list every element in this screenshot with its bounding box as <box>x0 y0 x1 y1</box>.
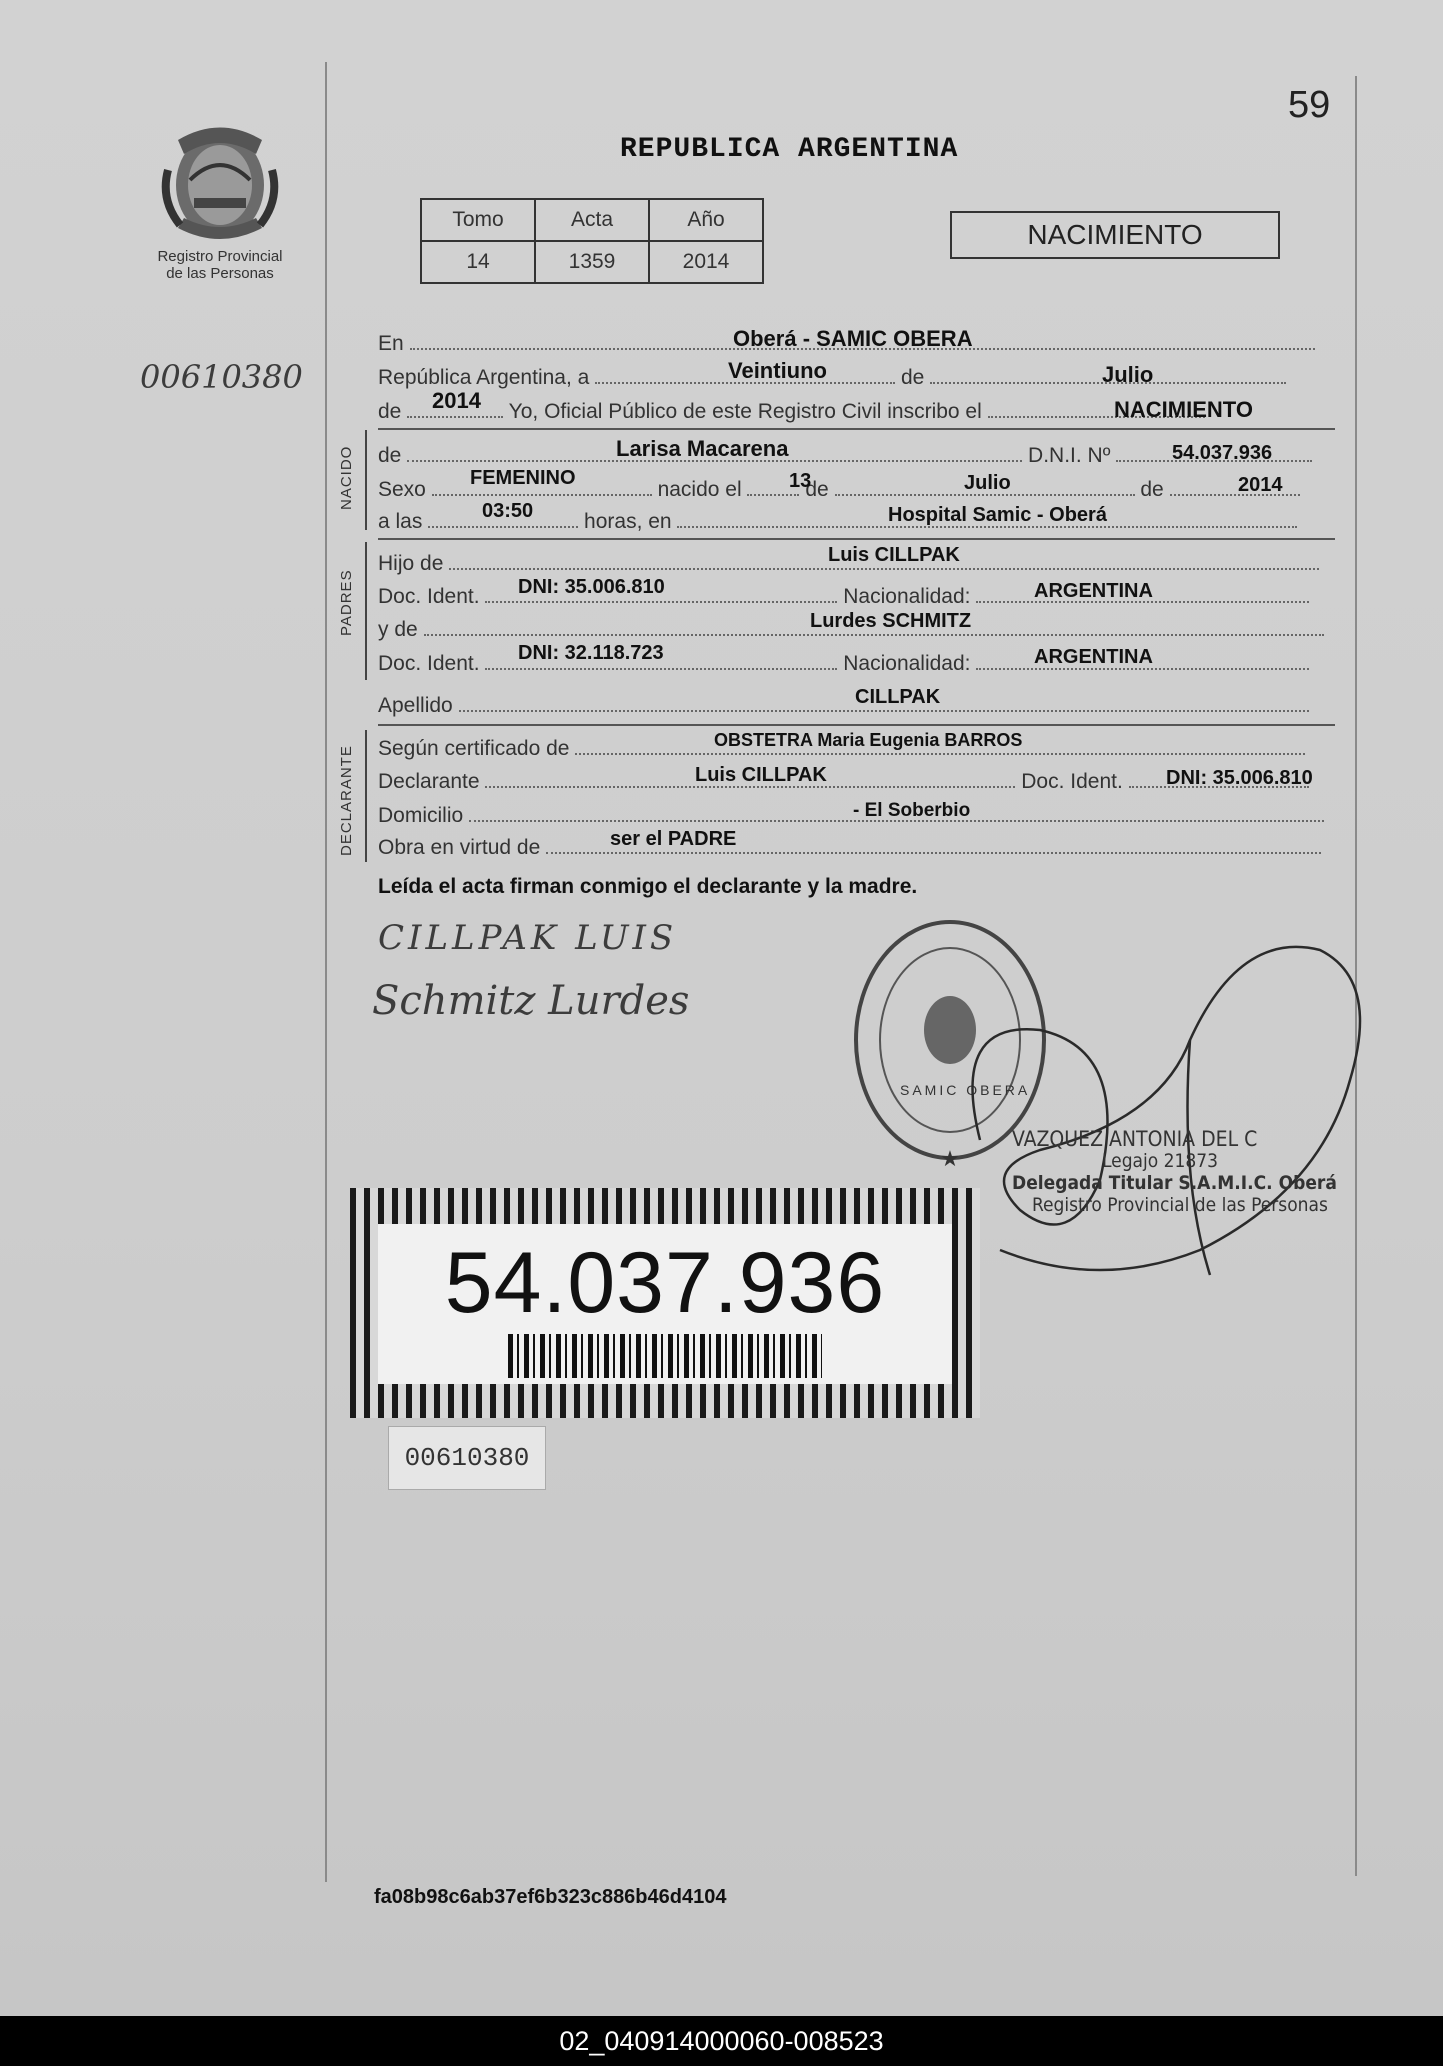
document-hash: fa08b98c6ab37ef6b323c886b46d4104 <box>374 1886 727 1908</box>
label-oficial: Yo, Oficial Público de este Registro Civil inscribo el <box>508 400 982 423</box>
register-header-acta: Acta <box>535 199 649 241</box>
side-label-nacido: NACIDO <box>338 445 355 510</box>
label-doc-ident: Doc. Ident. <box>378 585 480 608</box>
row-apellido <box>378 692 1309 718</box>
label-de2: de <box>805 478 829 501</box>
closing-statement: Leída el acta firman conmigo el declarante y la madre. <box>378 875 918 898</box>
side-label-padres: PADRES <box>338 569 355 636</box>
value-anio: 2014 <box>432 388 481 413</box>
barcode-bars <box>508 1334 822 1378</box>
left-margin-line <box>325 62 327 1882</box>
label-sexo: Sexo <box>378 478 426 501</box>
label-republica: República Argentina, a <box>378 366 590 389</box>
register-value-anio: 2014 <box>649 241 763 283</box>
label-doc-ident3: Doc. Ident. <box>1021 770 1123 793</box>
label-domicilio: Domicilio <box>378 804 464 827</box>
value-mes-nac: Julio <box>964 472 1011 494</box>
section-divider <box>378 428 1335 430</box>
value-madre: Lurdes SCHMITZ <box>810 610 972 632</box>
value-certificado: OBSTETRA Maria Eugenia BARROS <box>714 730 1023 750</box>
label-y-de: y de <box>378 618 418 641</box>
value-dia-nac: 13 <box>789 470 812 492</box>
provincial-seal-logo <box>160 110 280 250</box>
stamp-block <box>1012 1128 1337 1216</box>
control-number-label: 00610380 <box>388 1426 546 1490</box>
stamp-name: VAZQUEZ ANTONIA DEL C <box>1012 1127 1258 1151</box>
label-hijo-de: Hijo de <box>378 552 444 575</box>
footer-filename: 02_040914000060-008523 <box>0 2016 1443 2066</box>
logo-caption-line1: Registro Provincial <box>157 248 283 265</box>
value-padre-nac: ARGENTINA <box>1034 580 1153 602</box>
side-label-declarante: DECLARANTE <box>338 745 355 856</box>
value-lugar-nac: Hospital Samic - Oberá <box>888 504 1107 526</box>
label-nacionalidad: Nacionalidad: <box>843 585 971 608</box>
row-obra <box>378 834 1321 860</box>
value-domicilio: - El Soberbio <box>853 800 971 821</box>
value-anio-nac: 2014 <box>1238 474 1283 496</box>
stamp-inner-text: SAMIC OBERA <box>900 1082 1031 1098</box>
stamp-legajo: Legajo 21873 <box>1102 1150 1219 1172</box>
stamp-registry: Registro Provincial de las Personas <box>1032 1194 1328 1216</box>
declarante-bracket <box>365 730 367 862</box>
stamp-ring-text <box>870 900 871 901</box>
label-en: En <box>378 332 404 355</box>
register-table <box>420 198 764 284</box>
label-de3: de <box>1140 478 1164 501</box>
logo-caption <box>130 248 310 282</box>
label-obra: Obra en virtud de <box>378 836 541 859</box>
row-domicilio <box>378 802 1324 828</box>
label-de: de <box>901 366 925 389</box>
document-title: REPUBLICA ARGENTINA <box>620 134 959 165</box>
section-divider <box>378 724 1335 726</box>
value-padre: Luis CILLPAK <box>828 544 960 566</box>
signature-declarante: CILLPAK LUIS <box>378 918 678 958</box>
barcode-label <box>350 1188 980 1418</box>
label-doc-ident2: Doc. Ident. <box>378 652 480 675</box>
label-dni: D.N.I. Nº <box>1028 444 1111 467</box>
padres-bracket <box>365 542 367 680</box>
register-header-tomo: Tomo <box>421 199 535 241</box>
label-segun: Según certificado de <box>378 737 570 760</box>
value-mes: Julio <box>1102 362 1154 387</box>
value-nombre: Larisa Macarena <box>616 436 789 461</box>
section-divider <box>378 538 1335 540</box>
barcode-number: 54.037.936 <box>444 1235 886 1331</box>
register-value-tomo: 14 <box>421 241 535 283</box>
value-madre-doc: DNI: 32.118.723 <box>518 642 664 664</box>
value-acto: NACIMIENTO <box>1114 397 1253 422</box>
value-padre-doc: DNI: 35.006.810 <box>518 576 665 598</box>
barcode-inner <box>378 1224 952 1384</box>
register-header-anio: Año <box>649 199 763 241</box>
label-nacido-el: nacido el <box>657 478 742 501</box>
handwritten-number: 00610380 <box>140 358 303 396</box>
official-signature <box>960 920 1370 1290</box>
register-value-acta: 1359 <box>535 241 649 283</box>
logo-caption-line2: de las Personas <box>166 265 274 282</box>
value-lugar: Oberá - SAMIC OBERA <box>733 326 973 351</box>
label-nacionalidad2: Nacionalidad: <box>843 652 971 675</box>
label-apellido: Apellido <box>378 694 453 717</box>
row-oficial <box>378 398 1205 424</box>
value-apellido: CILLPAK <box>855 686 941 708</box>
label-de-year: de <box>378 400 402 423</box>
stamp-role: Delegada Titular S.A.M.I.C. Oberá <box>1012 1172 1337 1194</box>
value-dia: Veintiuno <box>728 358 827 383</box>
value-madre-nac: ARGENTINA <box>1034 646 1153 668</box>
svg-text:★: ★ <box>940 1146 960 1171</box>
value-sexo: FEMENINO <box>470 467 576 489</box>
value-declarante: Luis CILLPAK <box>695 764 827 786</box>
label-a-las: a las <box>378 510 423 533</box>
value-declarante-doc: DNI: 35.006.810 <box>1166 767 1313 789</box>
value-dni: 54.037.936 <box>1172 442 1273 464</box>
label-horas-en: horas, en <box>584 510 672 533</box>
value-obra: ser el PADRE <box>610 828 737 850</box>
signature-madre: Schmitz Lurdes <box>372 978 690 1024</box>
value-hora: 03:50 <box>482 500 534 522</box>
act-type-box: NACIMIENTO <box>950 211 1280 259</box>
label-de-name: de <box>378 444 402 467</box>
label-declarante: Declarante <box>378 770 480 793</box>
page-number: 59 <box>1288 84 1331 126</box>
nacido-bracket <box>365 430 367 530</box>
